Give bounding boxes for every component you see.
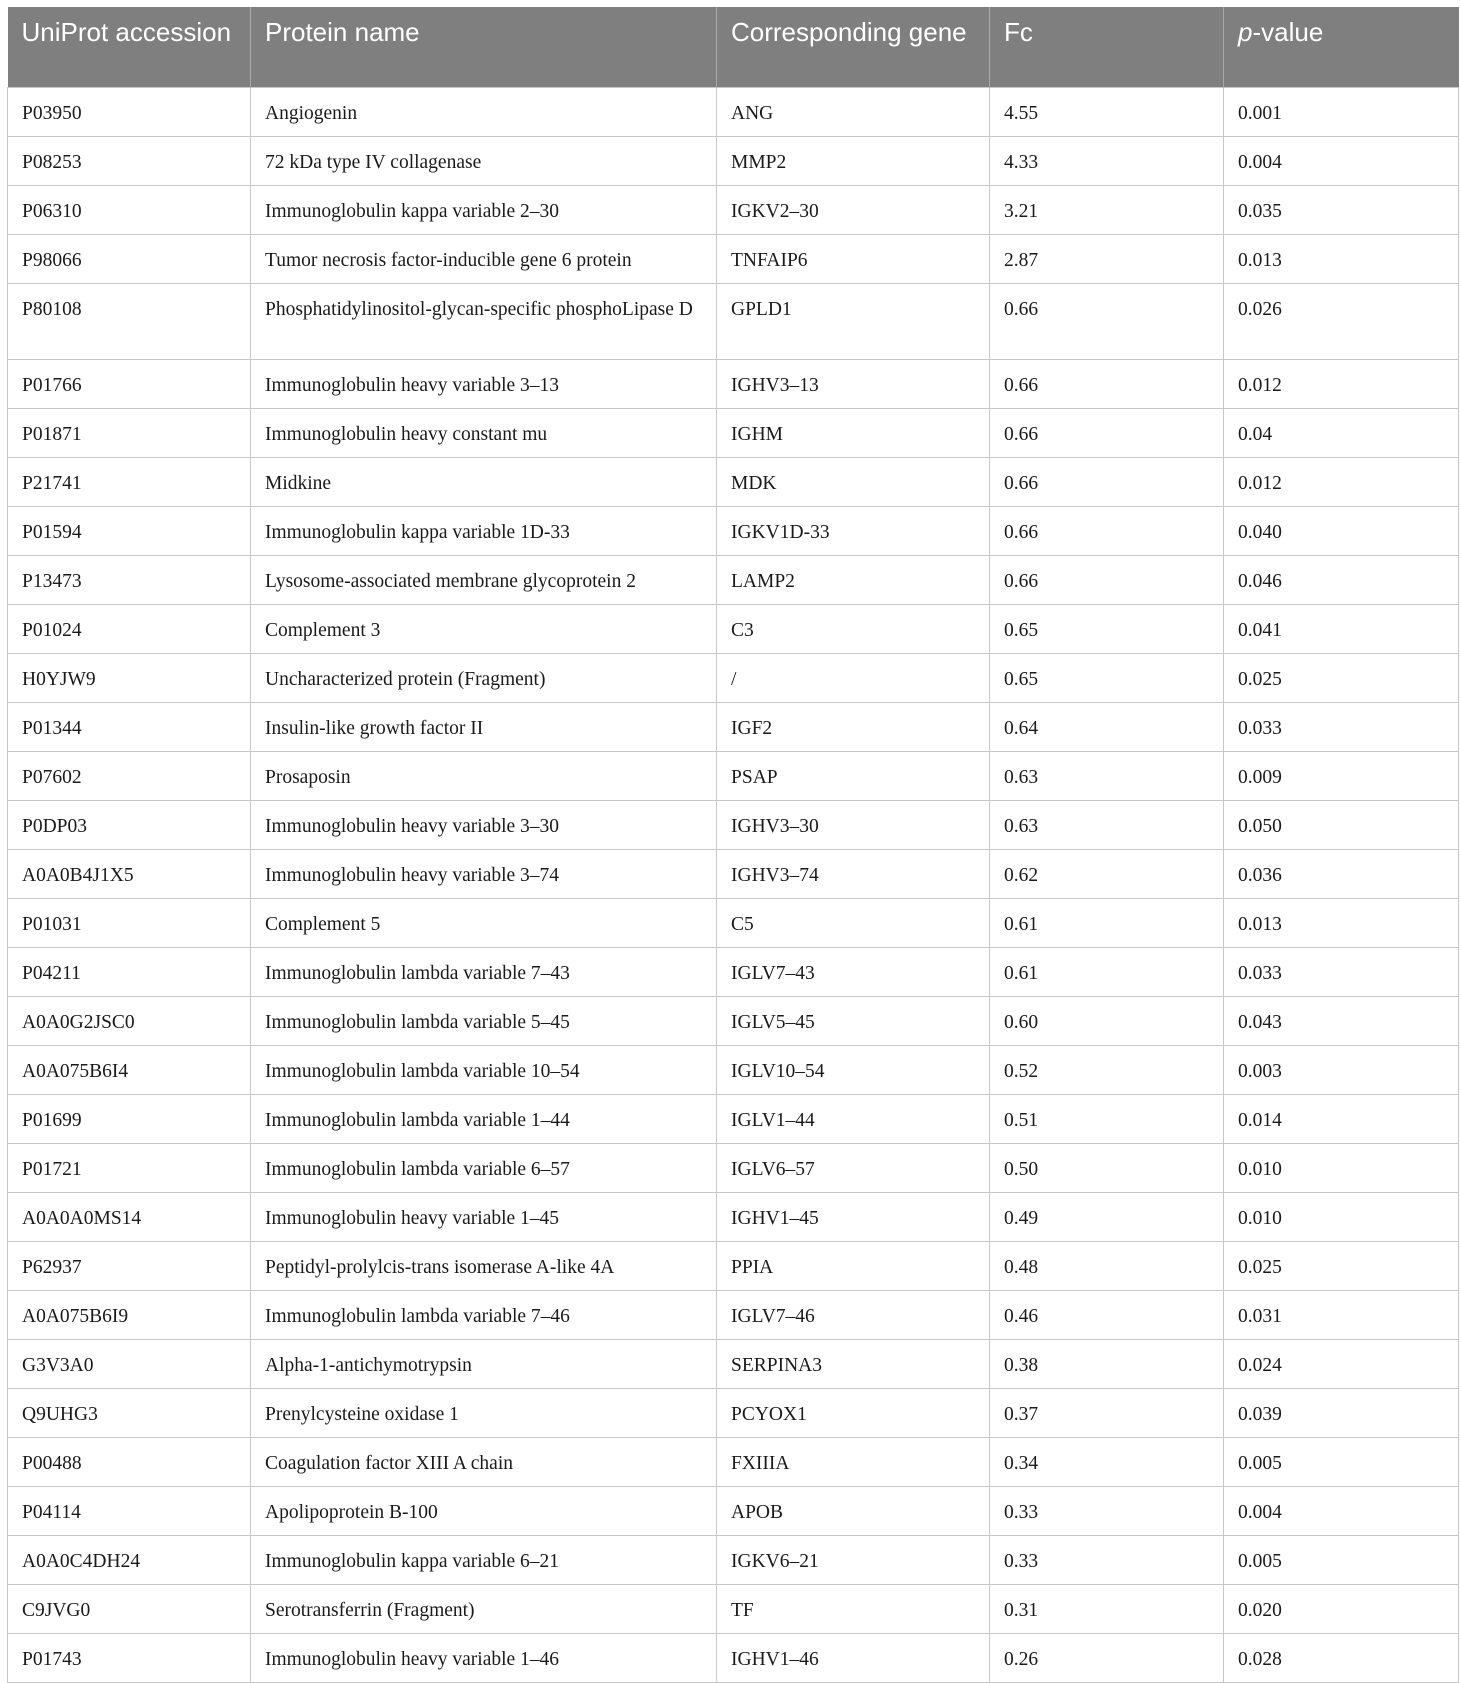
- cell-uniprot-accession: P04114: [8, 1487, 251, 1536]
- cell-uniprot-accession: P04211: [8, 948, 251, 997]
- header-protein-name: Protein name: [251, 7, 717, 88]
- cell-fc: 0.61: [990, 899, 1224, 948]
- table-row: [8, 1095, 1459, 1144]
- cell-p-value: 0.020: [1224, 1585, 1459, 1634]
- table-row: [8, 556, 1459, 605]
- cell-fc: 4.55: [990, 88, 1224, 137]
- cell-p-value: 0.013: [1224, 235, 1459, 284]
- cell-fc: 0.51: [990, 1095, 1224, 1144]
- cell-uniprot-accession: P01594: [8, 507, 251, 556]
- cell-corresponding-gene: IGF2: [717, 703, 990, 752]
- cell-p-value: 0.012: [1224, 360, 1459, 409]
- cell-p-value: 0.004: [1224, 1487, 1459, 1536]
- cell-p-value: 0.012: [1224, 458, 1459, 507]
- cell-uniprot-accession: P00488: [8, 1438, 251, 1487]
- header-p-suffix: -value: [1252, 17, 1324, 47]
- cell-uniprot-accession: P08253: [8, 137, 251, 186]
- cell-p-value: 0.014: [1224, 1095, 1459, 1144]
- cell-fc: 0.38: [990, 1340, 1224, 1389]
- cell-corresponding-gene: TF: [717, 1585, 990, 1634]
- cell-uniprot-accession: A0A0A0MS14: [8, 1193, 251, 1242]
- cell-protein-name: Uncharacterized protein (Fragment): [251, 654, 717, 703]
- cell-fc: 0.50: [990, 1144, 1224, 1193]
- table-row: [8, 1438, 1459, 1487]
- cell-protein-name: Apolipoprotein B-100: [251, 1487, 717, 1536]
- cell-corresponding-gene: C3: [717, 605, 990, 654]
- cell-p-value: 0.010: [1224, 1193, 1459, 1242]
- cell-p-value: 0.046: [1224, 556, 1459, 605]
- cell-p-value: 0.04: [1224, 409, 1459, 458]
- cell-fc: 0.66: [990, 284, 1224, 360]
- cell-p-value: 0.036: [1224, 850, 1459, 899]
- cell-corresponding-gene: GPLD1: [717, 284, 990, 360]
- cell-fc: 0.63: [990, 752, 1224, 801]
- table-row: [8, 284, 1459, 360]
- cell-protein-name: Complement 3: [251, 605, 717, 654]
- cell-fc: 0.33: [990, 1487, 1224, 1536]
- header-corresponding-gene: Corresponding gene: [717, 7, 990, 88]
- cell-corresponding-gene: IGLV7–46: [717, 1291, 990, 1340]
- cell-p-value: 0.033: [1224, 703, 1459, 752]
- table-row: [8, 137, 1459, 186]
- cell-p-value: 0.035: [1224, 186, 1459, 235]
- cell-protein-name: Coagulation factor XIII A chain: [251, 1438, 717, 1487]
- table-row: [8, 1634, 1459, 1683]
- cell-fc: 4.33: [990, 137, 1224, 186]
- cell-protein-name: Immunoglobulin heavy variable 1–45: [251, 1193, 717, 1242]
- table-row: [8, 997, 1459, 1046]
- table-row: [8, 235, 1459, 284]
- cell-protein-name: Alpha-1-antichymotrypsin: [251, 1340, 717, 1389]
- cell-uniprot-accession: P03950: [8, 88, 251, 137]
- cell-protein-name: Immunoglobulin heavy variable 1–46: [251, 1634, 717, 1683]
- cell-p-value: 0.033: [1224, 948, 1459, 997]
- cell-p-value: 0.031: [1224, 1291, 1459, 1340]
- cell-uniprot-accession: P01344: [8, 703, 251, 752]
- cell-protein-name: Insulin-like growth factor II: [251, 703, 717, 752]
- header-uniprot-accession: UniProt accession: [8, 7, 251, 88]
- cell-fc: 0.34: [990, 1438, 1224, 1487]
- cell-corresponding-gene: IGHV1–46: [717, 1634, 990, 1683]
- cell-corresponding-gene: /: [717, 654, 990, 703]
- cell-p-value: 0.005: [1224, 1536, 1459, 1585]
- cell-p-value: 0.004: [1224, 137, 1459, 186]
- cell-uniprot-accession: A0A075B6I4: [8, 1046, 251, 1095]
- table-row: [8, 850, 1459, 899]
- cell-uniprot-accession: P06310: [8, 186, 251, 235]
- cell-uniprot-accession: P01721: [8, 1144, 251, 1193]
- cell-fc: 0.66: [990, 409, 1224, 458]
- cell-fc: 0.49: [990, 1193, 1224, 1242]
- cell-uniprot-accession: P62937: [8, 1242, 251, 1291]
- cell-p-value: 0.013: [1224, 899, 1459, 948]
- cell-fc: 0.37: [990, 1389, 1224, 1438]
- header-p-italic: p: [1238, 17, 1253, 47]
- cell-uniprot-accession: P01766: [8, 360, 251, 409]
- cell-protein-name: Immunoglobulin lambda variable 10–54: [251, 1046, 717, 1095]
- table-row: [8, 88, 1459, 137]
- cell-protein-name: Immunoglobulin heavy variable 3–74: [251, 850, 717, 899]
- cell-uniprot-accession: A0A075B6I9: [8, 1291, 251, 1340]
- cell-fc: 0.65: [990, 605, 1224, 654]
- table-row: [8, 1242, 1459, 1291]
- cell-corresponding-gene: TNFAIP6: [717, 235, 990, 284]
- cell-protein-name: Prosaposin: [251, 752, 717, 801]
- cell-fc: 0.60: [990, 997, 1224, 1046]
- cell-fc: 0.52: [990, 1046, 1224, 1095]
- cell-p-value: 0.040: [1224, 507, 1459, 556]
- cell-fc: 0.48: [990, 1242, 1224, 1291]
- cell-protein-name: Midkine: [251, 458, 717, 507]
- cell-p-value: 0.005: [1224, 1438, 1459, 1487]
- header-fc: Fc: [990, 7, 1224, 88]
- cell-fc: 0.31: [990, 1585, 1224, 1634]
- cell-uniprot-accession: P01031: [8, 899, 251, 948]
- table-row: [8, 1291, 1459, 1340]
- cell-fc: 0.66: [990, 556, 1224, 605]
- cell-protein-name: Serotransferrin (Fragment): [251, 1585, 717, 1634]
- cell-corresponding-gene: PCYOX1: [717, 1389, 990, 1438]
- cell-p-value: 0.025: [1224, 1242, 1459, 1291]
- cell-protein-name: Angiogenin: [251, 88, 717, 137]
- cell-protein-name: Immunoglobulin lambda variable 1–44: [251, 1095, 717, 1144]
- cell-corresponding-gene: IGHM: [717, 409, 990, 458]
- cell-corresponding-gene: PSAP: [717, 752, 990, 801]
- table-row: [8, 1046, 1459, 1095]
- protein-table-container: [7, 7, 1458, 1683]
- cell-p-value: 0.039: [1224, 1389, 1459, 1438]
- table-header: [8, 7, 1459, 88]
- cell-corresponding-gene: LAMP2: [717, 556, 990, 605]
- cell-uniprot-accession: P07602: [8, 752, 251, 801]
- table-row: [8, 1144, 1459, 1193]
- cell-protein-name: Immunoglobulin heavy variable 3–13: [251, 360, 717, 409]
- cell-corresponding-gene: IGHV3–74: [717, 850, 990, 899]
- cell-protein-name: Complement 5: [251, 899, 717, 948]
- table-row: [8, 1389, 1459, 1438]
- cell-corresponding-gene: APOB: [717, 1487, 990, 1536]
- table-row: [8, 1340, 1459, 1389]
- cell-uniprot-accession: A0A0B4J1X5: [8, 850, 251, 899]
- cell-fc: 0.46: [990, 1291, 1224, 1340]
- cell-protein-name: Immunoglobulin heavy constant mu: [251, 409, 717, 458]
- table-row: [8, 1585, 1459, 1634]
- cell-corresponding-gene: IGKV2–30: [717, 186, 990, 235]
- cell-fc: 3.21: [990, 186, 1224, 235]
- cell-corresponding-gene: IGLV5–45: [717, 997, 990, 1046]
- cell-p-value: 0.024: [1224, 1340, 1459, 1389]
- cell-uniprot-accession: Q9UHG3: [8, 1389, 251, 1438]
- protein-table: [7, 7, 1459, 1683]
- cell-corresponding-gene: FXIIIA: [717, 1438, 990, 1487]
- table-row: [8, 703, 1459, 752]
- cell-fc: 0.66: [990, 360, 1224, 409]
- cell-corresponding-gene: IGLV1–44: [717, 1095, 990, 1144]
- header-p-value: [1224, 7, 1459, 88]
- cell-corresponding-gene: IGHV3–13: [717, 360, 990, 409]
- cell-corresponding-gene: PPIA: [717, 1242, 990, 1291]
- cell-p-value: 0.041: [1224, 605, 1459, 654]
- cell-uniprot-accession: P98066: [8, 235, 251, 284]
- table-row: [8, 605, 1459, 654]
- cell-protein-name: Immunoglobulin heavy variable 3–30: [251, 801, 717, 850]
- table-row: [8, 458, 1459, 507]
- table-row: [8, 186, 1459, 235]
- table-row: [8, 507, 1459, 556]
- cell-protein-name: Lysosome-associated membrane glycoprotein 2: [251, 556, 717, 605]
- cell-protein-name: Immunoglobulin lambda variable 7–46: [251, 1291, 717, 1340]
- table-row: [8, 360, 1459, 409]
- cell-corresponding-gene: C5: [717, 899, 990, 948]
- cell-p-value: 0.003: [1224, 1046, 1459, 1095]
- cell-corresponding-gene: IGKV6–21: [717, 1536, 990, 1585]
- cell-p-value: 0.010: [1224, 1144, 1459, 1193]
- table-row: [8, 948, 1459, 997]
- cell-uniprot-accession: G3V3A0: [8, 1340, 251, 1389]
- cell-fc: 2.87: [990, 235, 1224, 284]
- cell-corresponding-gene: MDK: [717, 458, 990, 507]
- cell-protein-name: Immunoglobulin lambda variable 6–57: [251, 1144, 717, 1193]
- cell-corresponding-gene: MMP2: [717, 137, 990, 186]
- cell-protein-name: Immunoglobulin lambda variable 5–45: [251, 997, 717, 1046]
- cell-corresponding-gene: IGKV1D-33: [717, 507, 990, 556]
- cell-uniprot-accession: P13473: [8, 556, 251, 605]
- cell-p-value: 0.026: [1224, 284, 1459, 360]
- cell-uniprot-accession: P21741: [8, 458, 251, 507]
- cell-p-value: 0.001: [1224, 88, 1459, 137]
- cell-uniprot-accession: P01871: [8, 409, 251, 458]
- cell-corresponding-gene: IGHV1–45: [717, 1193, 990, 1242]
- table-body: [8, 88, 1459, 1683]
- table-row: [8, 1536, 1459, 1585]
- table-row: [8, 1487, 1459, 1536]
- cell-corresponding-gene: IGLV10–54: [717, 1046, 990, 1095]
- cell-uniprot-accession: C9JVG0: [8, 1585, 251, 1634]
- cell-p-value: 0.028: [1224, 1634, 1459, 1683]
- table-row: [8, 752, 1459, 801]
- cell-fc: 0.26: [990, 1634, 1224, 1683]
- cell-protein-name: Immunoglobulin kappa variable 1D-33: [251, 507, 717, 556]
- cell-fc: 0.61: [990, 948, 1224, 997]
- table-row: [8, 899, 1459, 948]
- cell-p-value: 0.050: [1224, 801, 1459, 850]
- table-row: [8, 409, 1459, 458]
- cell-p-value: 0.009: [1224, 752, 1459, 801]
- cell-uniprot-accession: P01024: [8, 605, 251, 654]
- cell-corresponding-gene: SERPINA3: [717, 1340, 990, 1389]
- cell-p-value: 0.025: [1224, 654, 1459, 703]
- cell-protein-name: Peptidyl-prolylcis-trans isomerase A-like 4A: [251, 1242, 717, 1291]
- cell-protein-name: 72 kDa type IV collagenase: [251, 137, 717, 186]
- header-row: [8, 7, 1459, 88]
- cell-uniprot-accession: P0DP03: [8, 801, 251, 850]
- cell-protein-name: Tumor necrosis factor-inducible gene 6 protein: [251, 235, 717, 284]
- cell-uniprot-accession: P80108: [8, 284, 251, 360]
- cell-fc: 0.66: [990, 507, 1224, 556]
- cell-fc: 0.66: [990, 458, 1224, 507]
- cell-corresponding-gene: ANG: [717, 88, 990, 137]
- cell-protein-name: Phosphatidylinositol-glycan-specific phosphoLipase D: [251, 284, 717, 360]
- cell-fc: 0.33: [990, 1536, 1224, 1585]
- cell-protein-name: Immunoglobulin kappa variable 2–30: [251, 186, 717, 235]
- cell-uniprot-accession: H0YJW9: [8, 654, 251, 703]
- cell-protein-name: Immunoglobulin lambda variable 7–43: [251, 948, 717, 997]
- cell-corresponding-gene: IGLV7–43: [717, 948, 990, 997]
- cell-p-value: 0.043: [1224, 997, 1459, 1046]
- cell-uniprot-accession: P01699: [8, 1095, 251, 1144]
- cell-uniprot-accession: A0A0C4DH24: [8, 1536, 251, 1585]
- cell-uniprot-accession: P01743: [8, 1634, 251, 1683]
- cell-fc: 0.64: [990, 703, 1224, 752]
- table-row: [8, 1193, 1459, 1242]
- cell-fc: 0.63: [990, 801, 1224, 850]
- cell-uniprot-accession: A0A0G2JSC0: [8, 997, 251, 1046]
- cell-corresponding-gene: IGLV6–57: [717, 1144, 990, 1193]
- table-row: [8, 654, 1459, 703]
- cell-fc: 0.65: [990, 654, 1224, 703]
- cell-fc: 0.62: [990, 850, 1224, 899]
- table-row: [8, 801, 1459, 850]
- cell-protein-name: Immunoglobulin kappa variable 6–21: [251, 1536, 717, 1585]
- cell-corresponding-gene: IGHV3–30: [717, 801, 990, 850]
- cell-protein-name: Prenylcysteine oxidase 1: [251, 1389, 717, 1438]
